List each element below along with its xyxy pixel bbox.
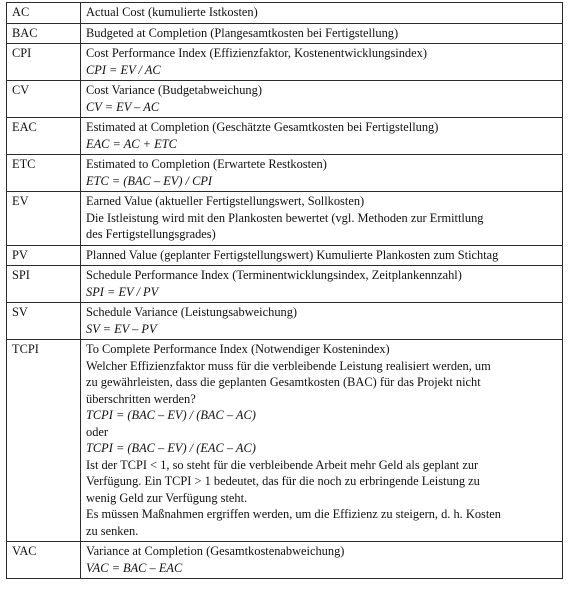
definition-title: To Complete Performance Index (Notwendiger Kostenindex) — [86, 342, 390, 356]
definition — [81, 192, 563, 246]
table-row-pv — [7, 245, 563, 266]
formula: ETC = (BAC – EV) / CPI — [86, 173, 213, 188]
table-row-tcpi — [7, 340, 563, 542]
formula: TCPI = (BAC – EV) / (EAC – AC) — [86, 441, 256, 455]
formula: CV = EV – AC — [86, 99, 160, 114]
formula: CPI = EV / AC — [86, 62, 161, 77]
table-row-cv — [7, 81, 563, 118]
abbreviation: SPI — [7, 266, 81, 303]
abbreviation: CPI — [7, 44, 81, 81]
definition-line: Actual Cost (kumulierte Istkosten) — [86, 5, 258, 19]
definition — [81, 266, 563, 303]
abbreviation: BAC — [7, 23, 81, 44]
definition — [81, 245, 563, 266]
definition-line: Schedule Variance (Leistungsabweichung) — [86, 305, 298, 319]
definition — [81, 155, 563, 192]
definition-line: zu gewährleisten, dass die geplanten Gesamtkosten (BAC) für das Projekt nicht — [86, 375, 481, 389]
definition-line: Estimated to Completion (Erwartete Restkosten) — [86, 157, 327, 171]
definition — [81, 118, 563, 155]
definition-line: Cost Variance (Budgetabweichung) — [86, 83, 262, 97]
abbreviation: PV — [7, 245, 81, 266]
definition — [81, 44, 563, 81]
definition-line: Ist der TCPI < 1, so steht für die verbleibende Arbeit mehr Geld als geplant zur — [86, 457, 479, 472]
definition-line: Welcher Effizienzfaktor muss für die verbleibende Leistung realisiert werden, um — [86, 358, 491, 373]
or-separator: oder — [86, 424, 109, 439]
table-row-eac — [7, 118, 563, 155]
definition-line: Verfügung. Ein TCPI > 1 bedeutet, das für die noch zu erbringende Leistung zu — [86, 474, 480, 488]
definition — [81, 542, 563, 579]
definition-line: überschritten werden? — [86, 391, 196, 406]
abbreviation-table — [6, 2, 563, 579]
abbreviation: SV — [7, 303, 81, 340]
formula: SV = EV – PV — [86, 321, 157, 336]
definition — [81, 3, 563, 24]
table-row-sv — [7, 303, 563, 340]
definition — [81, 340, 563, 542]
definition — [81, 81, 563, 118]
definition-line: Earned Value (aktueller Fertigstellungswert, Sollkosten) — [86, 194, 365, 208]
definition-line: Budgeted at Completion (Plangesamtkosten bei Fertigstellung) — [86, 25, 399, 40]
table-row-bac — [7, 23, 563, 44]
definition-line: Variance at Completion (Gesamtkostenabweichung) — [86, 544, 345, 558]
abbreviation: TCPI — [7, 340, 81, 542]
table-row-vac — [7, 542, 563, 579]
definition-line: Schedule Performance Index (Terminentwicklungsindex, Zeitplankennzahl) — [86, 268, 462, 282]
definition-line: Die Istleistung wird mit den Plankosten bewertet (vgl. Methoden zur Ermittlung — [86, 210, 484, 225]
definition-line: wenig Geld zur Verfügung steht. — [86, 490, 248, 505]
definition-line: zu senken. — [86, 523, 139, 538]
abbreviation: EV — [7, 192, 81, 246]
table-row-cpi — [7, 44, 563, 81]
abbreviation: VAC — [7, 542, 81, 579]
definition — [81, 23, 563, 44]
abbreviation: EAC — [7, 118, 81, 155]
definition-line: Estimated at Completion (Geschätzte Gesamtkosten bei Fertigstellung) — [86, 120, 439, 134]
table-row-spi — [7, 266, 563, 303]
definition-line: des Fertigstellungsgrades) — [86, 227, 216, 241]
definition-line: Cost Performance Index (Effizienzfaktor, Kostenentwicklungsindex) — [86, 46, 427, 60]
formula: VAC = BAC – EAC — [86, 560, 183, 575]
abbreviation: AC — [7, 3, 81, 24]
abbreviation: ETC — [7, 155, 81, 192]
table-row-ev — [7, 192, 563, 246]
definition-line: Es müssen Maßnahmen ergriffen werden, um die Effizienz zu steigern, d. h. Kosten — [86, 507, 501, 521]
formula: EAC = AC + ETC — [86, 136, 177, 151]
formula: TCPI = (BAC – EV) / (BAC – AC) — [86, 408, 256, 422]
abbreviation: CV — [7, 81, 81, 118]
table-row-etc — [7, 155, 563, 192]
definition-line: Planned Value (geplanter Fertigstellungswert) Kumulierte Plankosten zum Stichtag — [86, 247, 499, 262]
definition — [81, 303, 563, 340]
formula: SPI = EV / PV — [86, 284, 159, 299]
table-row-ac — [7, 3, 563, 24]
